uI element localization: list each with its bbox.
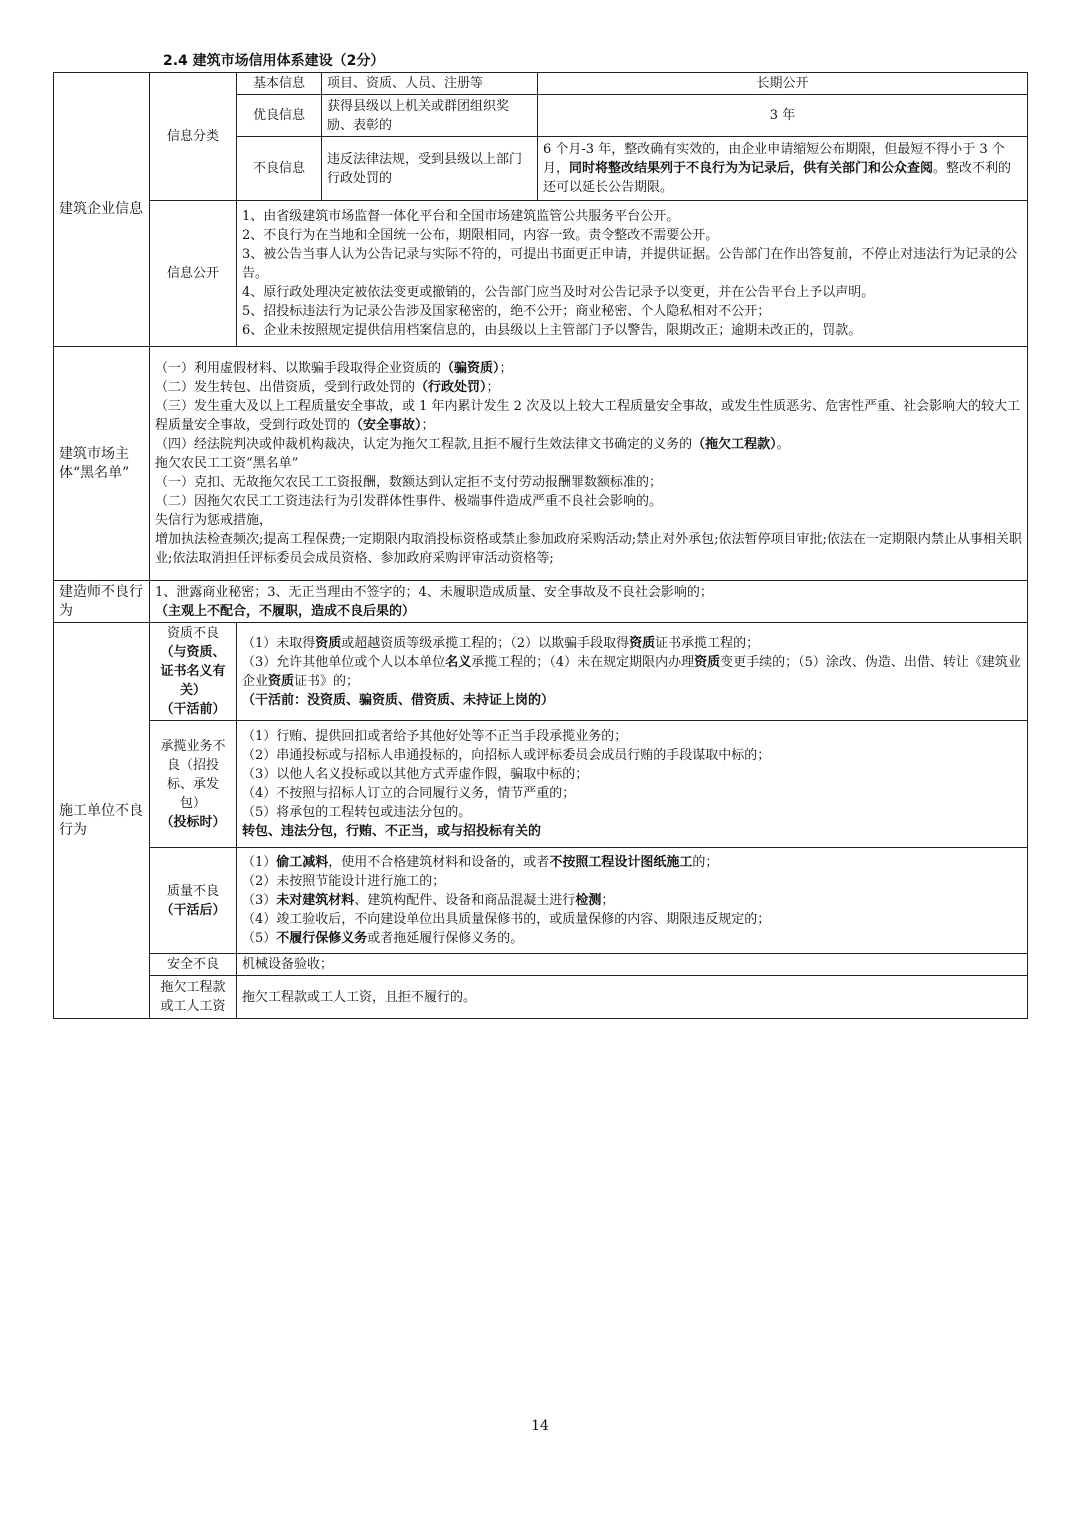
arrears-label: 拖欠工程款或工人工资 — [150, 976, 237, 1019]
good-info-period: 3 年 — [538, 95, 1028, 137]
blacklist-item — [155, 473, 1022, 492]
content-line — [242, 691, 1022, 710]
body-text: 证书承揽工程的； — [655, 635, 760, 651]
blacklist-text: ； — [421, 418, 435, 433]
content-line — [242, 853, 1022, 872]
bidding-item: （4）不按照与招标人订立的合同履行义务，情节严重的； — [242, 786, 576, 801]
bad-info-period-tail: 。整改不利的还可以延长公告期限。 — [543, 161, 1012, 195]
construction-label: 施工单位不良行为 — [54, 623, 150, 1019]
bad-info-type: 不良信息 — [237, 137, 322, 201]
publicity-item: 6、企业未按照规定提供信用档案信息的，由县级以上主管部门予以警告，限期改正；逾期未改正的，罚款。 — [242, 323, 862, 338]
body-text: （5） — [242, 931, 277, 946]
blacklist-item — [155, 359, 1022, 378]
blacklist-text: 增加执法检查频次;提高工程保费;一定期限内取消投标资格或禁止参加政府采购活动;禁止对外承包;依法暂停项目审批;依法在一定期限内禁止从事相关职业;依法取消担任评标委员会成员资格、参加政府采购评审活动资格等; — [155, 532, 1022, 566]
body-text: ； — [601, 893, 615, 908]
arrears-content: 拖欠工程款或工人工资，且拒不履行的。 — [237, 976, 1028, 1019]
quality-content — [237, 848, 1028, 954]
bidding-item: （5）将承包的工程转包或违法分包的。 — [242, 805, 472, 820]
publicity-item: 1、由省级建筑市场监督一体化平台和全国市场建筑监管公共服务平台公开。 — [242, 209, 680, 224]
bad-info-period-text: 6 个月-3 年，整改确有实效的，由企业申请缩短公布期限，但最短不得小于 3 个月， — [543, 142, 1005, 176]
emphasis-text: 未对建筑材料 — [276, 893, 355, 908]
content-line — [242, 653, 1022, 691]
blacklist-text: ； — [486, 380, 500, 395]
content-line — [242, 891, 1022, 910]
credit-system-table — [53, 72, 1028, 1019]
good-info-content: 获得县级以上机关或群团组织奖励、表彰的 — [322, 95, 538, 137]
body-text: （2）未按照节能设计进行施工的； — [242, 874, 446, 889]
body-text: 、建筑构配件、设备和商品混凝土进行 — [354, 893, 576, 908]
basic-info-period: 长期公开 — [538, 73, 1028, 95]
body-text: 变更手续的；（5）涂改、伪造、出借、转让《建筑业企业 — [242, 654, 1021, 689]
builder-content — [150, 581, 1028, 623]
bad-info-content: 违反法律法规，受到县级以上部门行政处罚的 — [322, 137, 538, 201]
blacklist-text: （一）克扣、无故拖欠农民工工资报酬，数额达到认定拒不支付劳动报酬罪数额标准的； — [155, 475, 663, 490]
blacklist-label: 建筑市场主体“黑名单” — [54, 347, 150, 581]
body-text: （1）未取得 — [242, 635, 316, 651]
publicity-item: 4、原行政处理决定被依法变更或撤销的，公告部门应当及时对公告记录予以变更，并在公告平台上予以声明。 — [242, 285, 875, 300]
bidding-item: （1）行贿、提供回扣或者给予其他好处等不正当手段承揽业务的； — [242, 729, 628, 744]
builder-label: 建造师不良行为 — [54, 581, 150, 623]
body-text: （4）竣工验收后，不向建设单位出具质量保修书的，或质量保修的内容、期限违反规定的； — [242, 912, 771, 927]
content-line — [242, 910, 1022, 929]
content-line — [242, 872, 1022, 891]
qualification-content — [237, 623, 1028, 721]
bad-info-period-emphasis: 同时将整改结果列于不良行为为记录后，供有关部门和公众查阅 — [569, 161, 934, 176]
body-text: 的； — [692, 855, 719, 870]
emphasis-text: 资质 — [629, 635, 656, 651]
emphasis-text: 资质 — [694, 654, 721, 670]
emphasis-text: 偷工减料 — [276, 855, 329, 870]
publicity-item: 5、招投标违法行为记录公告涉及国家秘密的，绝不公开；商业秘密、个人隐私相对不公开； — [242, 304, 771, 319]
blacklist-item — [155, 378, 1022, 397]
basic-info-content: 项目、资质、人员、注册等 — [322, 73, 538, 95]
blacklist-text: （二）发生转包、出借资质，受到行政处罚的 — [155, 380, 416, 395]
qualification-label-stage: （干活前） — [160, 702, 226, 717]
emphasis-text: （干活前：没资质、骗资质、借资质、未持证上岗的） — [242, 692, 555, 708]
qualification-label — [150, 623, 237, 721]
emphasis-text: 资质 — [315, 635, 342, 651]
emphasis-text: 不履行保修义务 — [276, 931, 368, 946]
blacklist-tag: （拖欠工程款） — [692, 437, 777, 452]
bidding-item: （2）串通投标或与招标人串通投标的，向招标人或评标委员会成员行贿的手段谋取中标的； — [242, 748, 771, 763]
blacklist-content — [150, 347, 1028, 581]
blacklist-item — [155, 511, 1022, 530]
blacklist-item — [155, 397, 1022, 435]
bidding-label-text: 承揽业务不良（招投标、承发包） — [160, 738, 226, 811]
blacklist-text: （三）发生重大及以上工程质量安全事故，或 1 年内累计发生 2 次及以上较大工程质量安全事故，或发生性质恶劣、危害性严重、社会影响大的较大工程质量安全事故，受到行政处罚的 — [155, 399, 1021, 433]
bidding-item: （3）以他人名义投标或以其他方式弄虚作假，骗取中标的； — [242, 767, 589, 782]
publicity-item: 3、被公告当事人认为公告记录与实际不符的，可提出书面更正申请，并提供证据。公告部门在作出答复前，不停止对违法行为记录的公告。 — [242, 247, 1018, 281]
blacklist-item — [155, 454, 1022, 473]
publicity-item: 2、不良行为在当地和全国统一公布，期限相同，内容一致。责令整改不需要公开。 — [242, 228, 719, 243]
basic-info-type: 基本信息 — [237, 73, 322, 95]
qualification-label-note: （与资质、证书名义有关） — [160, 645, 226, 698]
body-text: 证书》的； — [294, 673, 360, 689]
emphasis-text: 资质 — [268, 673, 295, 689]
quality-label-text: 质量不良 — [166, 883, 219, 899]
section-title: 2.4 建筑市场信用体系建设（2分） — [163, 53, 385, 69]
content-line — [242, 929, 1022, 948]
body-text: （1） — [242, 855, 277, 870]
bidding-content — [237, 721, 1028, 848]
safety-label: 安全不良 — [150, 954, 237, 976]
emphasis-text: 名义 — [445, 654, 472, 670]
blacklist-text: ； — [499, 361, 513, 376]
body-text: （3） — [242, 893, 277, 908]
bidding-label-stage: （投标时） — [160, 814, 226, 830]
bidding-summary: 转包、违法分包，行贿、不正当，或与招投标有关的 — [242, 824, 542, 839]
emphasis-text: 检测 — [575, 893, 602, 908]
body-text: 或者拖延履行保修义务的。 — [367, 931, 524, 946]
builder-line: 1、泄露商业秘密；3、无正当理由不签字的；4、未履职造成质量、安全事故及不良社会影响的； — [155, 584, 713, 600]
blacklist-text: 失信行为惩戒措施， — [155, 513, 273, 528]
content-line — [242, 634, 1022, 653]
classification-label: 信息分类 — [150, 73, 237, 201]
builder-summary: （主观上不配合，不履职，造成不良后果的） — [155, 603, 416, 619]
quality-label — [150, 848, 237, 954]
emphasis-text: 不按照工程设计图纸施工 — [549, 855, 693, 870]
quality-label-stage: （干活后） — [160, 902, 226, 918]
page-number: 14 — [531, 1418, 549, 1434]
body-text: （3）允许其他单位或个人以本单位 — [242, 654, 446, 670]
body-text: ，使用不合格建筑材料和设备的，或者 — [328, 855, 550, 870]
blacklist-item — [155, 530, 1022, 568]
blacklist-text: （四）经法院判决或仲裁机构裁决，认定为拖欠工程款,且拒不履行生效法律文书确定的义务的 — [155, 437, 693, 452]
blacklist-tag: （安全事故） — [350, 418, 422, 433]
body-text: 承揽工程的；（4）未在规定期限内办理 — [471, 654, 695, 670]
good-info-type: 优良信息 — [237, 95, 322, 137]
enterprise-info-label: 建筑企业信息 — [54, 73, 150, 347]
bidding-label — [150, 721, 237, 848]
body-text: 或超越资质等级承揽工程的；（2）以欺骗手段取得 — [341, 635, 630, 651]
qualification-label-text: 资质不良 — [166, 626, 219, 641]
publicity-label: 信息公开 — [150, 201, 237, 347]
blacklist-text: （二）因拖欠农民工工资违法行为引发群体性事件、极端事件造成严重不良社会影响的。 — [155, 494, 663, 509]
blacklist-item — [155, 492, 1022, 511]
publicity-content — [237, 201, 1028, 347]
blacklist-text: 。 — [776, 437, 790, 452]
blacklist-tag: （行政处罚） — [415, 380, 487, 395]
blacklist-tag: （骗资质） — [441, 361, 500, 376]
blacklist-item — [155, 435, 1022, 454]
safety-content: 机械设备验收； — [237, 954, 1028, 976]
bad-info-period — [538, 137, 1028, 201]
blacklist-text: 拖欠农民工工资“黑名单” — [155, 456, 299, 471]
blacklist-text: （一）利用虚假材料、以欺骗手段取得企业资质的 — [155, 361, 442, 376]
